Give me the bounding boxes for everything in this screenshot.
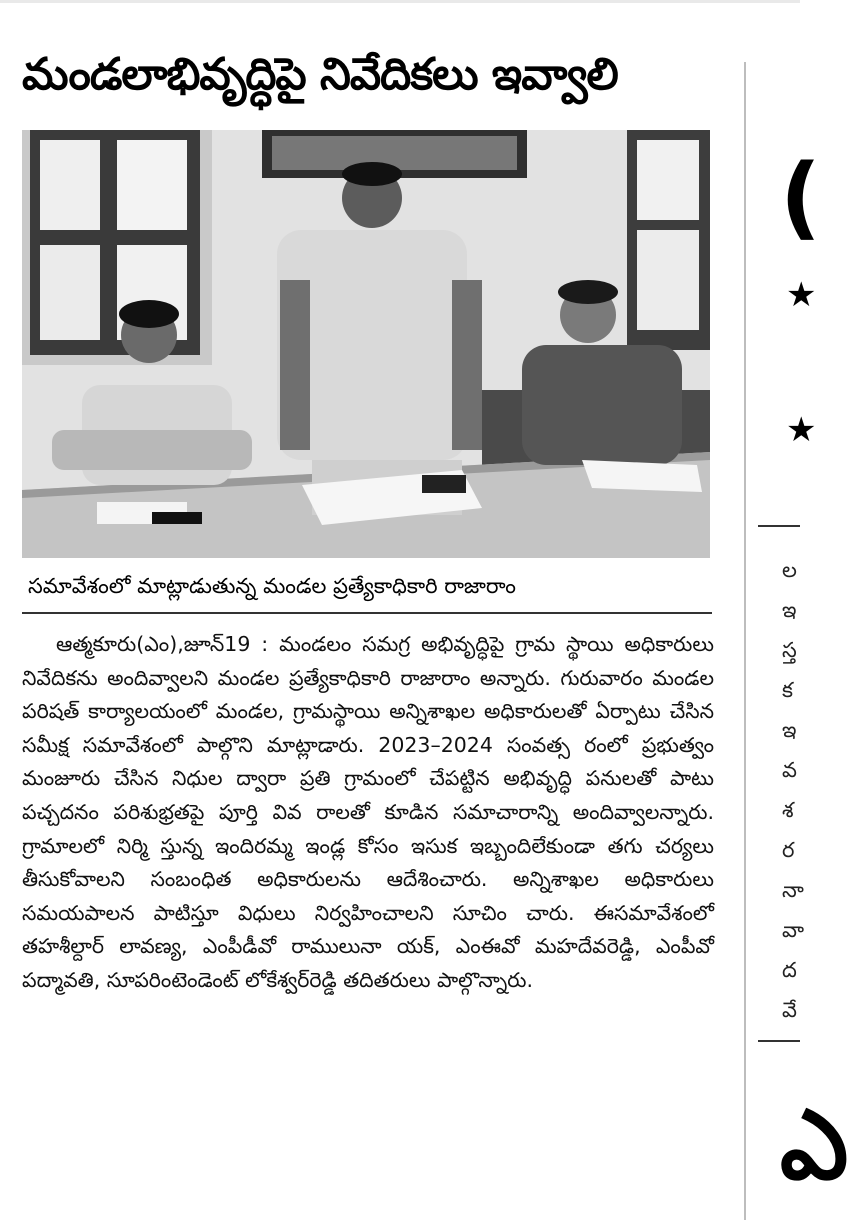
caption-divider xyxy=(22,612,712,614)
adjacent-text-line: వా xyxy=(782,918,805,942)
adjacent-text-line: ద xyxy=(782,958,797,982)
news-photo xyxy=(22,130,710,558)
article-body: ఆత్మకూరు(ఎం),జూన్19 : మండలం సమగ్ర అభివృద్ధిపై గ్రామ స్థాయి అధికారులు నివేదికను అందివ్వాలని మండల ప్రత్యేకాధికారి రాజారాం అన్నారు. గురువారం మండల పరిషత్ కార్యాలయంలో మండల, గ్రామస్థాయి అన్నిశాఖల అధికారులతో ఏర్పాటు చేసిన సమీక్ష సమావేశంలో పాల్గొని మాట్లాడారు. 2023–2024 సంవత్స రంలో ప్రభుత్వం మంజూరు చేసిన నిధుల ద్వారా ప్రతి గ్రామంలో చేపట్టిన అభివృద్ధి పనులతో పాటు పచ్చదనం పరిశుభ్రతపై పూర్తి వివ రాలతో కూడిన సమాచారాన్ని అందివ్వాలన్నారు. గ్రామాలలో నిర్మి స్తున్న ఇందిరమ్మ ఇండ్ల కోసం ఇసుక ఇబ్బందిలేకుండా తగు చర్యలు తీసుకోవాలని సంబంధిత అధికారులను ఆదేశించారు. అన్నిశాఖల అధికారులు సమయపాలన పాటిస్తూ విధులు నిర్వహించాలని సూచిం చారు. ఈసమావేశంలో తహశీల్దార్ లావణ్య, ఎంపీడీవో రాములునా యక్, ఎంఈవో మహదేవరెడ్డి, ఎంపీవో పద్మావతి, సూపరింటెండెంట్ లోకేశ్వర్‌రెడ్డి తదితరులు పాల్గొన్నారు. xyxy=(22,632,714,992)
adjacent-rule xyxy=(758,1040,800,1042)
adjacent-text-line: క xyxy=(782,678,793,702)
adjacent-text-line: నా xyxy=(782,878,804,902)
adjacent-headline-glyph: ( xyxy=(780,145,822,250)
adjacent-text-line: ర xyxy=(782,838,795,862)
adjacent-text-line: ఇ xyxy=(782,718,797,742)
adjacent-text-line: ల xyxy=(782,558,797,582)
adjacent-text-line: ఇ xyxy=(782,598,797,622)
adjacent-rule xyxy=(758,525,800,527)
adjacent-text-line: శ xyxy=(782,798,794,822)
top-rule xyxy=(0,0,800,3)
adjacent-headline-glyph: ఎ xyxy=(780,1089,848,1201)
star-bullet-icon: ★ xyxy=(786,275,817,315)
headline: మండలాభివృద్ధిపై నివేదికలు ఇవ్వాలి xyxy=(22,49,618,100)
photo-caption: సమావేశంలో మాట్లాడుతున్న మండల ప్రత్యేకాధికారి రాజారాం xyxy=(28,574,516,598)
adjacent-text-line: వే xyxy=(782,998,797,1022)
adjacent-text-line: వ xyxy=(782,758,797,782)
adjacent-column xyxy=(750,0,848,1220)
column-divider xyxy=(744,62,746,1220)
star-bullet-icon: ★ xyxy=(786,410,817,450)
adjacent-text-line: స్త xyxy=(782,638,797,662)
